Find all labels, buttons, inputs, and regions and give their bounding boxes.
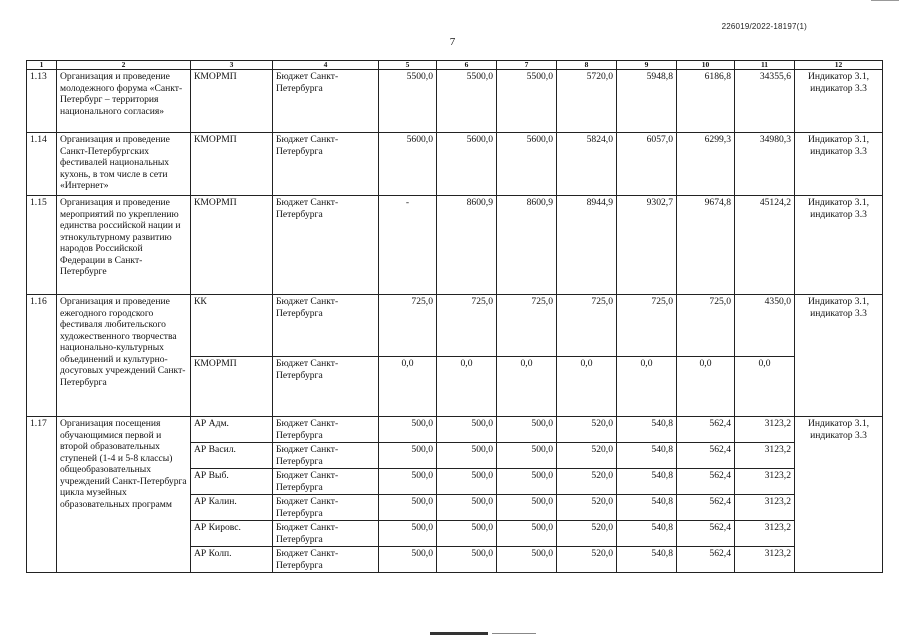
funding-source: Бюджет Санкт-Петербурга [273, 443, 379, 469]
header-cell: 12 [795, 61, 883, 70]
value-cell: 500,0 [379, 495, 437, 521]
total-cell: 34355,6 [735, 70, 795, 133]
value-cell: 0,0 [497, 357, 557, 417]
value-cell: 8944,9 [557, 196, 617, 295]
value-cell: 500,0 [497, 547, 557, 573]
header-cell: 9 [617, 61, 677, 70]
header-cell: 1 [27, 61, 57, 70]
value-cell: 9674,8 [677, 196, 735, 295]
header-cell: 2 [57, 61, 191, 70]
table-row [27, 196, 883, 295]
value-cell: 500,0 [437, 443, 497, 469]
indicator-cell: Индикатор 3.1, индикатор 3.3 [795, 417, 883, 573]
value-cell: 0,0 [617, 357, 677, 417]
value-cell: 562,4 [677, 547, 735, 573]
executor: АР Колп. [191, 547, 273, 573]
executor: АР Кировс. [191, 521, 273, 547]
value-cell: 562,4 [677, 417, 735, 443]
value-cell: 5600,0 [437, 133, 497, 196]
executor: КМОРМП [191, 133, 273, 196]
value-cell: 5500,0 [379, 70, 437, 133]
value-cell: 6057,0 [617, 133, 677, 196]
value-cell: 520,0 [557, 547, 617, 573]
value-cell: 725,0 [437, 295, 497, 357]
table-row [27, 417, 883, 443]
total-cell: 34980,3 [735, 133, 795, 196]
activity-name: Организация и проведение ежегодного городского фестиваля любительского художественного творчества национально-культурных объединений и культурно-досуговых учреждений Санкт-Петербурга [57, 295, 191, 417]
executor: АР Выб. [191, 469, 273, 495]
total-cell: 3123,2 [735, 521, 795, 547]
indicator-cell: Индикатор 3.1, индикатор 3.3 [795, 70, 883, 133]
value-cell: 500,0 [379, 443, 437, 469]
value-cell: 6299,3 [677, 133, 735, 196]
value-cell: 540,8 [617, 495, 677, 521]
value-cell: 5600,0 [497, 133, 557, 196]
value-cell: 500,0 [437, 495, 497, 521]
value-cell: 500,0 [497, 495, 557, 521]
value-cell: 500,0 [437, 417, 497, 443]
total-cell: 4350,0 [735, 295, 795, 357]
row-number: 1.17 [27, 417, 57, 573]
row-number: 1.13 [27, 70, 57, 133]
funding-source: Бюджет Санкт-Петербурга [273, 547, 379, 573]
value-cell: 500,0 [379, 417, 437, 443]
executor: КМОРМП [191, 70, 273, 133]
value-cell: 8600,9 [497, 196, 557, 295]
header-cell: 5 [379, 61, 437, 70]
value-cell: 520,0 [557, 417, 617, 443]
value-cell: 562,4 [677, 495, 735, 521]
value-cell: 5600,0 [379, 133, 437, 196]
value-cell: 500,0 [437, 547, 497, 573]
row-number: 1.15 [27, 196, 57, 295]
total-cell: 0,0 [735, 357, 795, 417]
total-cell: 3123,2 [735, 443, 795, 469]
document-id: 226019/2022-18197(1) [721, 22, 807, 31]
scan-bottom-mark [492, 633, 536, 634]
value-cell: 725,0 [497, 295, 557, 357]
header-cell: 10 [677, 61, 735, 70]
funding-source: Бюджет Санкт-Петербурга [273, 70, 379, 133]
total-cell: 3123,2 [735, 417, 795, 443]
scan-corner-mark [871, 0, 899, 5]
funding-source: Бюджет Санкт-Петербурга [273, 521, 379, 547]
executor: АР Адм. [191, 417, 273, 443]
header-cell: 11 [735, 61, 795, 70]
indicator-cell: Индикатор 3.1, индикатор 3.3 [795, 196, 883, 295]
value-cell: 520,0 [557, 521, 617, 547]
value-cell: 562,4 [677, 443, 735, 469]
funding-source: Бюджет Санкт-Петербурга [273, 469, 379, 495]
executor: АР Васил. [191, 443, 273, 469]
row-number: 1.14 [27, 133, 57, 196]
funding-source: Бюджет Санкт-Петербурга [273, 495, 379, 521]
value-cell: 540,8 [617, 417, 677, 443]
indicator-cell: Индикатор 3.1, индикатор 3.3 [795, 295, 883, 417]
column-number-header-row [27, 61, 883, 70]
value-cell: 500,0 [497, 469, 557, 495]
header-cell: 8 [557, 61, 617, 70]
total-cell: 3123,2 [735, 495, 795, 521]
value-cell: 500,0 [437, 469, 497, 495]
funding-source: Бюджет Санкт-Петербурга [273, 357, 379, 417]
value-cell: 5824,0 [557, 133, 617, 196]
value-cell: 6186,8 [677, 70, 735, 133]
value-cell: 520,0 [557, 469, 617, 495]
value-cell: 520,0 [557, 443, 617, 469]
value-cell: 0,0 [379, 357, 437, 417]
value-cell: 725,0 [557, 295, 617, 357]
value-cell: 725,0 [379, 295, 437, 357]
value-cell: 540,8 [617, 547, 677, 573]
executor: КК [191, 295, 273, 357]
funding-source: Бюджет Санкт-Петербурга [273, 196, 379, 295]
total-cell: 3123,2 [735, 547, 795, 573]
value-cell: 500,0 [497, 443, 557, 469]
value-cell: 5720,0 [557, 70, 617, 133]
budget-table [26, 60, 883, 573]
header-cell: 7 [497, 61, 557, 70]
executor: КМОРМП [191, 357, 273, 417]
header-cell: 3 [191, 61, 273, 70]
value-cell: 9302,7 [617, 196, 677, 295]
value-cell: 500,0 [437, 521, 497, 547]
value-cell: 8600,9 [437, 196, 497, 295]
indicator-cell: Индикатор 3.1, индикатор 3.3 [795, 133, 883, 196]
value-cell: 500,0 [497, 417, 557, 443]
value-cell: 520,0 [557, 495, 617, 521]
table-row [27, 70, 883, 133]
value-cell: 0,0 [677, 357, 735, 417]
executor: АР Калин. [191, 495, 273, 521]
value-cell: 562,4 [677, 521, 735, 547]
value-cell: 500,0 [497, 521, 557, 547]
value-cell: 5948,8 [617, 70, 677, 133]
value-cell: 540,8 [617, 469, 677, 495]
value-cell: 5500,0 [497, 70, 557, 133]
value-cell: 0,0 [557, 357, 617, 417]
total-cell: 45124,2 [735, 196, 795, 295]
header-cell: 4 [273, 61, 379, 70]
funding-source: Бюджет Санкт-Петербурга [273, 295, 379, 357]
value-cell: - [379, 196, 437, 295]
funding-source: Бюджет Санкт-Петербурга [273, 133, 379, 196]
executor: КМОРМП [191, 196, 273, 295]
value-cell: 725,0 [677, 295, 735, 357]
value-cell: 540,8 [617, 443, 677, 469]
activity-name: Организация посещения обучающимися первой и второй образовательных ступеней (1-4 и 5-8 классы) общеобразовательных учреждений Санкт-Петербурга цикла музейных образовательных программ [57, 417, 191, 573]
table-row [27, 133, 883, 196]
total-cell: 3123,2 [735, 469, 795, 495]
activity-name: Организация и проведение мероприятий по укреплению единства российской нации и этнокультурному развитию народов Российской Федерации в Санкт-Петербурге [57, 196, 191, 295]
value-cell: 500,0 [379, 521, 437, 547]
value-cell: 540,8 [617, 521, 677, 547]
table-row [27, 295, 883, 357]
value-cell: 562,4 [677, 469, 735, 495]
header-cell: 6 [437, 61, 497, 70]
value-cell: 5500,0 [437, 70, 497, 133]
value-cell: 0,0 [437, 357, 497, 417]
value-cell: 725,0 [617, 295, 677, 357]
scan-bottom-mark [430, 632, 488, 635]
activity-name: Организация и проведение молодежного форума «Санкт-Петербург – территория национального согласия» [57, 70, 191, 133]
value-cell: 500,0 [379, 547, 437, 573]
value-cell: 500,0 [379, 469, 437, 495]
row-number: 1.16 [27, 295, 57, 417]
page-number: 7 [449, 36, 456, 48]
activity-name: Организация и проведение Санкт-Петербургских фестивалей национальных кухонь, в том числе в сети «Интернет» [57, 133, 191, 196]
funding-source: Бюджет Санкт-Петербурга [273, 417, 379, 443]
